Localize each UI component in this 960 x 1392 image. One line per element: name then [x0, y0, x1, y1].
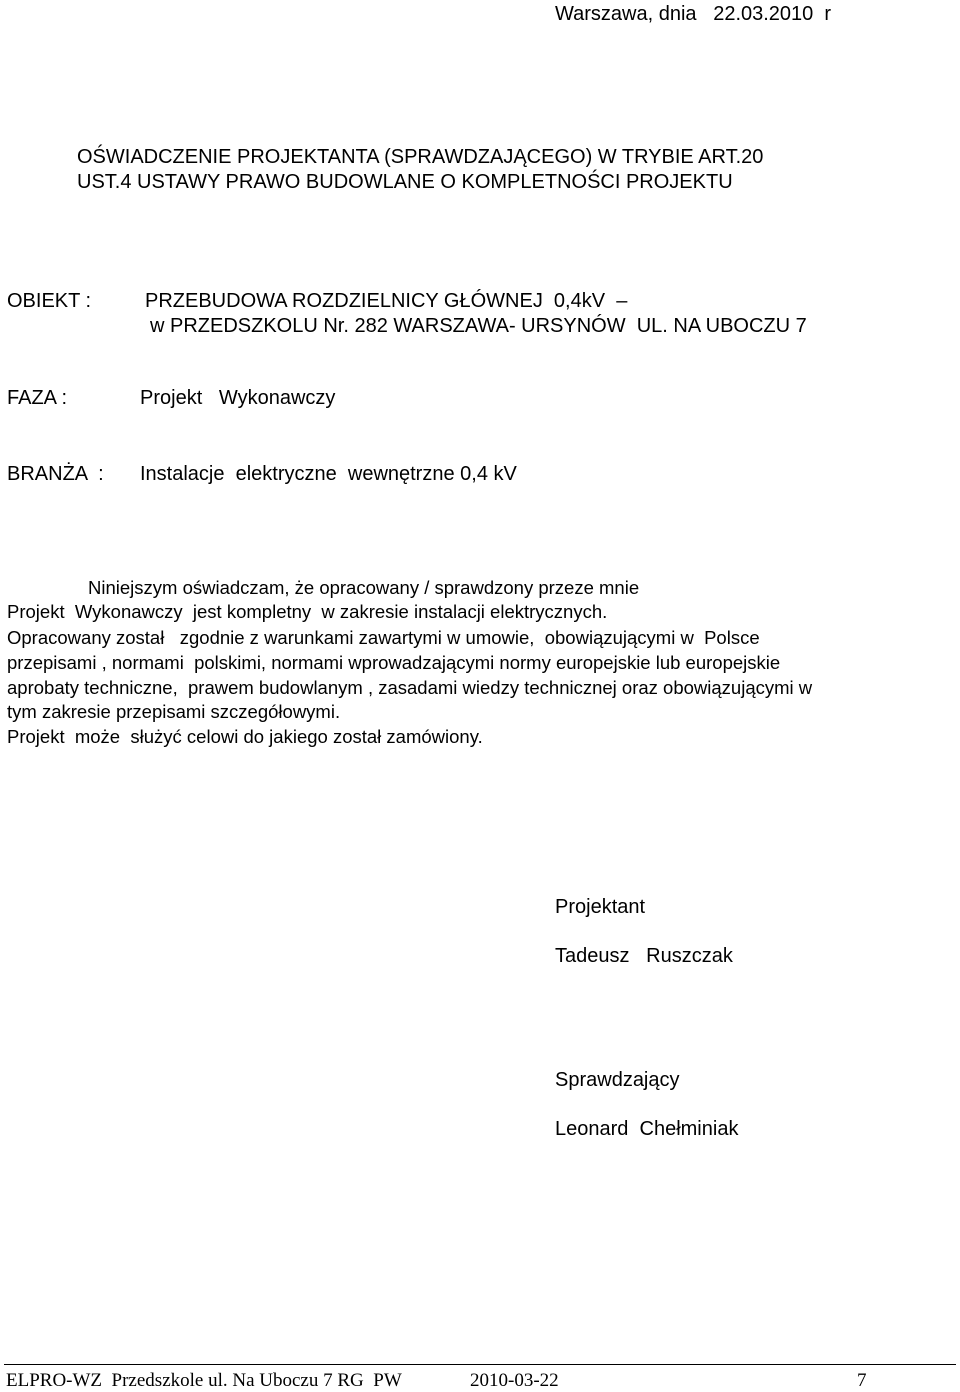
body-line-4: przepisami , normami polskimi, normami wprowadzającymi normy europejskie lub europejskie	[7, 652, 781, 673]
object-label: OBIEKT :	[7, 290, 92, 312]
footer-page-number: 7	[857, 1370, 867, 1391]
footer-date: 2010-03-22	[470, 1370, 559, 1391]
object-line-1: PRZEBUDOWA ROZDZIELNICY GŁÓWNEJ 0,4kV –	[145, 290, 628, 312]
body-line-1: Niniejszym oświadczam, że opracowany / sprawdzony przeze mnie	[88, 577, 640, 598]
footer-rule	[4, 1364, 956, 1365]
title-line-1: OŚWIADCZENIE PROJEKTANTA (SPRAWDZAJĄCEGO) W TRYBIE ART.20	[77, 146, 764, 168]
body-line-2: Projekt Wykonawczy jest kompletny w zakresie instalacji elektrycznych.	[7, 601, 608, 622]
branch-label: BRANŻA :	[7, 463, 104, 485]
checker-name: Leonard Chełminiak	[555, 1118, 739, 1140]
designer-role: Projektant	[555, 896, 646, 918]
footer-doc-ref: ELPRO-WZ Przedszkole ul. Na Uboczu 7 RG PW	[6, 1370, 402, 1391]
body-line-7: Projekt może służyć celowi do jakiego został zamówiony.	[7, 726, 483, 747]
body-line-5: aprobaty techniczne, prawem budowlanym , zasadami wiedzy technicznej oraz obowiązującymi w	[7, 677, 813, 698]
designer-name: Tadeusz Ruszczak	[555, 945, 733, 967]
body-line-3: Opracowany został zgodnie z warunkami zawartymi w umowie, obowiązującymi w Polsce	[7, 627, 760, 648]
phase-value: Projekt Wykonawczy	[140, 387, 336, 409]
phase-label: FAZA :	[7, 387, 68, 409]
title-line-2: UST.4 USTAWY PRAWO BUDOWLANE O KOMPLETNOŚCI PROJEKTU	[77, 171, 733, 193]
place-date: Warszawa, dnia 22.03.2010 r	[555, 3, 832, 25]
branch-value: Instalacje elektryczne wewnętrzne 0,4 kV	[140, 463, 517, 485]
checker-role: Sprawdzający	[555, 1069, 680, 1091]
body-line-6: tym zakresie przepisami szczegółowymi.	[7, 701, 341, 722]
object-line-2: w PRZEDSZKOLU Nr. 282 WARSZAWA- URSYNÓW UL. NA UBOCZU 7	[150, 315, 807, 337]
